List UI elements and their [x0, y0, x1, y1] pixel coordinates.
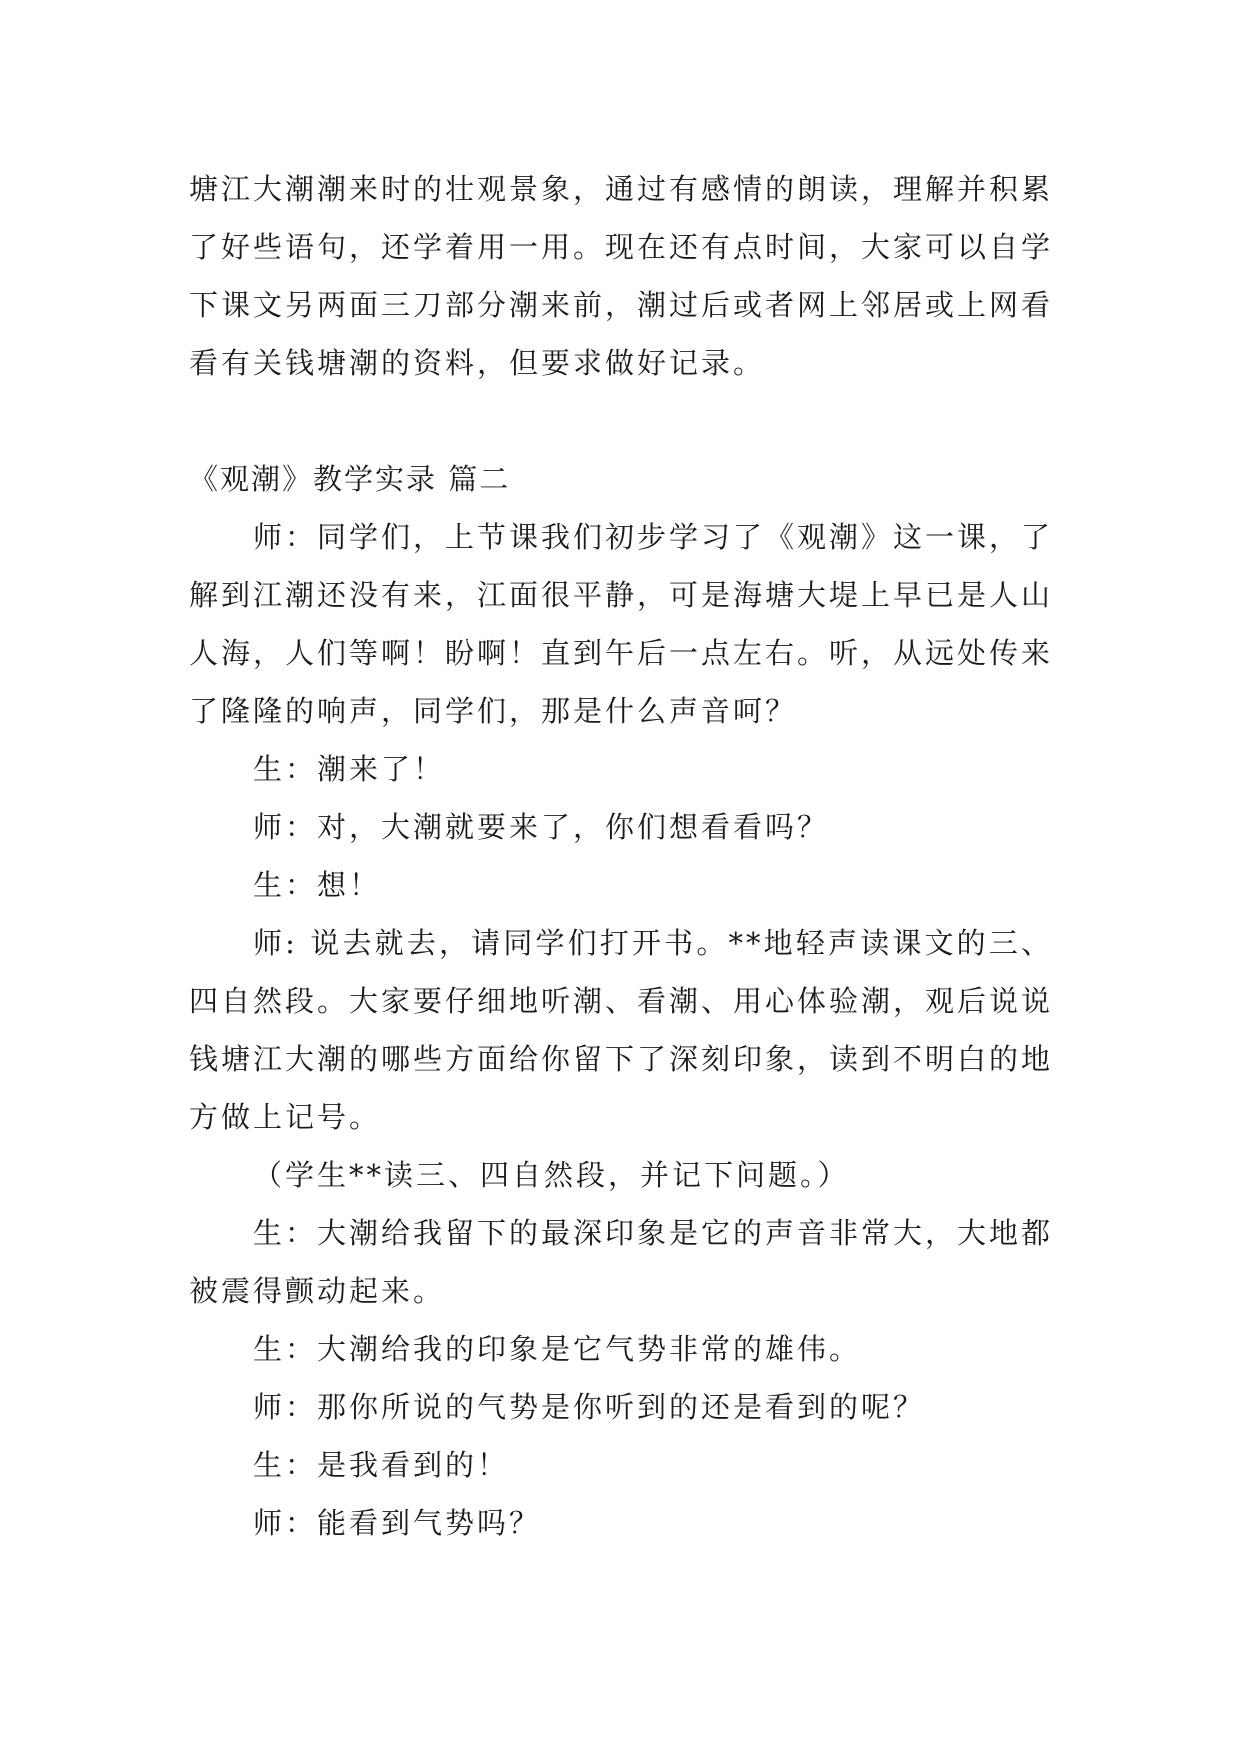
dialogue-line: 生：想！	[253, 868, 382, 902]
dialogue-line: 师：同学们，上节课我们初步学习了《观潮》这一课，了解到江潮还没有来，江面很平静，可是海塘大堤上早已是人山人海，人们等啊！盼啊！直到午后一点左右。听，从远处传来了隆隆的响声，同学们，那是什么声音呵？	[189, 520, 1054, 728]
section-title: 《观潮》教学实录 篇二	[189, 462, 511, 496]
dialogue-line: 师：那你所说的气势是你听到的还是看到的呢？	[253, 1390, 926, 1424]
dialogue-line: 师：能看到气势吗？	[253, 1506, 542, 1540]
section-gap	[189, 392, 1053, 450]
stage-direction: （学生**读三、四自然段，并记下问题。）	[253, 1158, 850, 1192]
document-page	[189, 160, 1053, 1552]
dialogue-line: 师：对，大潮就要来了，你们想看看吗？	[253, 810, 830, 844]
dialogue-line: 生：是我看到的！	[253, 1448, 510, 1482]
dialogue-line: 师: 说去就去，请同学们打开书。**地轻声读课文的三、四自然段。大家要仔细地听潮、看潮、用心体验潮，观后说说钱塘江大潮的哪些方面给你留下了深刻印象，读到不明白的地方做上记号。	[189, 926, 1054, 1134]
dialogue-line: 生：大潮给我的印象是它气势非常的雄伟。	[253, 1332, 862, 1366]
dialogue-line: 生：潮来了！	[253, 752, 446, 786]
dialogue-line: 生：大潮给我留下的最深印象是它的声音非常大，大地都被震得颤动起来。	[189, 1216, 1054, 1308]
intro-paragraph: 塘江大潮潮来时的壮观景象，通过有感情的朗读，理解并积累了好些语句，还学着用一用。现在还有点时间，大家可以自学下课文另两面三刀部分潮来前，潮过后或者网上邻居或上网看看有关钱塘潮的资料，但要求做好记录。	[189, 172, 1054, 380]
